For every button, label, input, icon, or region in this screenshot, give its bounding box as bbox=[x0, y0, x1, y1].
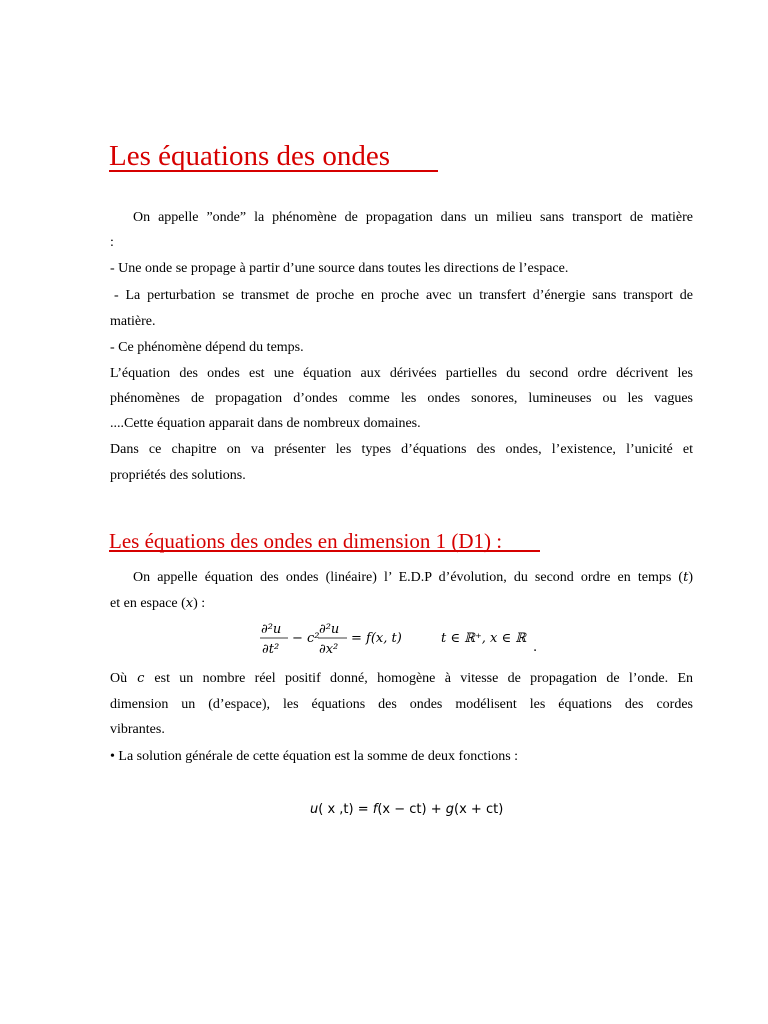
paragraph-line: vibrantes. bbox=[110, 722, 165, 737]
formula-f: f bbox=[372, 802, 378, 817]
equation-domain: t ∈ ℝ⁺, x ∈ ℝ bbox=[441, 631, 527, 646]
variable-x: x bbox=[185, 596, 194, 611]
paragraph-line: propriétés des solutions. bbox=[110, 468, 246, 483]
paragraph-text: est un nombre réel positif donné, homogène à vitesse de propagation de l’onde. En bbox=[154, 671, 693, 686]
formula-args: ( x ,t) bbox=[318, 802, 354, 817]
bullet-item-continuation: matière. bbox=[110, 314, 156, 329]
formula-g-args: (x + ct) bbox=[454, 802, 504, 817]
formula-plus: + bbox=[426, 802, 446, 817]
equation-term1-numerator: ∂²u bbox=[261, 622, 282, 637]
intro-paragraph-line: : bbox=[110, 235, 114, 250]
bullet-item: - La perturbation se transmet de proche en proche avec un transfert d’énergie sans transport de bbox=[114, 288, 693, 303]
equation-term1-denominator: ∂t² bbox=[262, 642, 280, 657]
section-heading: Les équations des ondes en dimension 1 (D1) : bbox=[109, 529, 503, 553]
paragraph-line: L’équation des ondes est une équation aux dérivées partielles du second ordre décrivent les bbox=[110, 366, 693, 381]
page-title: Les équations des ondes bbox=[109, 140, 391, 172]
formula-u: u bbox=[310, 802, 319, 817]
title-underline bbox=[109, 170, 438, 172]
equation-minus-c2: − c² bbox=[292, 631, 320, 646]
paragraph-text: Où bbox=[110, 671, 128, 686]
intro-paragraph-line: On appelle ”onde” la phénomène de propagation dans un milieu sans transport de matière bbox=[133, 210, 693, 225]
definition-line bbox=[110, 594, 693, 613]
bullet-item: - Ce phénomène dépend du temps. bbox=[110, 340, 304, 355]
paragraph-line: ....Cette équation apparait dans de nombreux domaines. bbox=[110, 416, 421, 431]
definition-text: et en espace ( bbox=[110, 596, 186, 611]
variable-c: c bbox=[137, 671, 145, 686]
paragraph-line: dimension un (d’espace), les équations des ondes modélisent les équations des cordes bbox=[110, 697, 693, 712]
definition-text: On appelle équation des ondes (linéaire) l’ E.D.P d’évolution, du second ordre en temps ( bbox=[133, 570, 684, 585]
equation-end-dot: . bbox=[533, 640, 538, 655]
definition-text: ) bbox=[688, 570, 693, 585]
variable-t: t bbox=[683, 570, 689, 585]
bullet-item: - Une onde se propage à partir d’une source dans toutes les directions de l’espace. bbox=[110, 261, 569, 276]
definition-text: ) : bbox=[193, 596, 206, 611]
definition-line bbox=[110, 568, 693, 587]
equation-term2-denominator: ∂x² bbox=[319, 642, 339, 657]
wave-equation bbox=[258, 617, 548, 659]
formula-equals: = bbox=[353, 802, 373, 817]
bullet-item: • La solution générale de cette équation est la somme de deux fonctions : bbox=[110, 749, 519, 764]
paragraph-line: phénomènes de propagation d’ondes comme les ondes sonores, lumineuses ou les vagues bbox=[110, 391, 693, 406]
general-solution-formula bbox=[310, 801, 503, 819]
equation-term2-numerator: ∂²u bbox=[319, 622, 340, 637]
formula-g: g bbox=[445, 802, 455, 817]
paragraph-line: Dans ce chapitre on va présenter les types d’équations des ondes, l’existence, l’unicité et bbox=[110, 442, 693, 457]
equation-rhs: = f(x, t) bbox=[351, 631, 402, 646]
section-heading-underline bbox=[109, 550, 540, 552]
paragraph-line bbox=[110, 669, 693, 688]
formula-f-args: (x − ct) bbox=[377, 802, 427, 817]
